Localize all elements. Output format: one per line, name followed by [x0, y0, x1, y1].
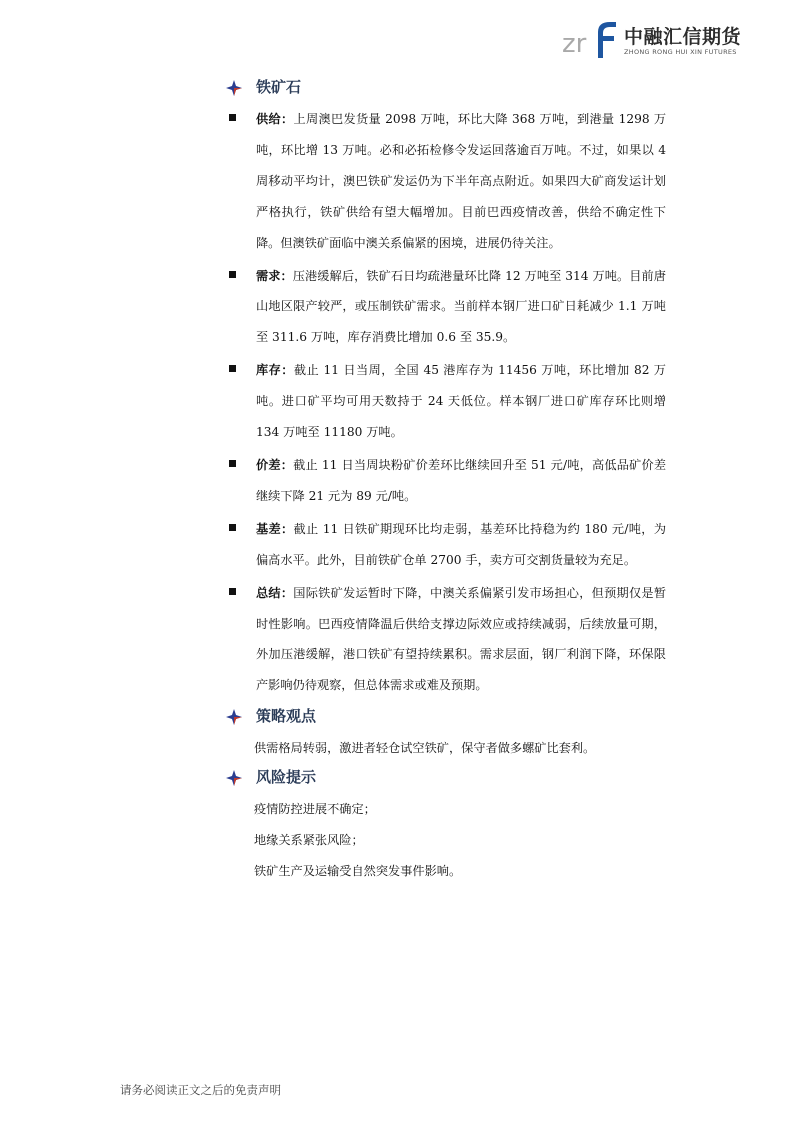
risk-line: 铁矿生产及运输受自然突发事件影响。 — [254, 864, 462, 879]
section-marker-icon — [226, 709, 242, 725]
item-text: 上周澳巴发货量 2098 万吨，环比大降 368 万吨，到港量 1298 万吨，环比增 13 万吨。必和必拓检修令发运回落逾百万吨。不过，如果以 4 周移动平均计，澳巴铁矿发运仍为下半年高点附近。如果四大矿商发运计划严格执行，铁矿供给有望大幅增加。目前巴西疫情改善，供给不确定性下降。但澳铁矿面临中澳关系偏紧的困境，进展仍待关注。 — [256, 112, 667, 250]
bullet-square-icon — [229, 365, 236, 372]
item-label: 总结： — [256, 585, 294, 600]
inventory-item — [226, 355, 666, 448]
spread-item — [226, 450, 666, 512]
section-title: 铁矿石 — [256, 78, 302, 96]
item-text: 国际铁矿发运暂时下降，中澳关系偏紧引发市场担心，但预期仅是暂时性影响。巴西疫情降温后供给支撑边际效应或持续减弱，后续放量可期，外加压港缓解，港口铁矿有望持续累积。需求层面，钢厂利润下降，环保限产影响仍待观察，但总体需求或难及预期。 — [256, 585, 667, 693]
bullet-square-icon — [229, 460, 236, 467]
bullet-square-icon — [229, 588, 236, 595]
section-heading-risk — [226, 764, 666, 792]
section-heading-iron-ore — [226, 74, 666, 102]
footer-disclaimer: 请务必阅读正文之后的免责声明 — [120, 1083, 281, 1097]
section-marker-icon — [226, 80, 242, 96]
logo-english-name: ZHONG RONG HUI XIN FUTURES — [624, 48, 737, 56]
basis-item — [226, 514, 666, 576]
zrf-logo-icon — [562, 18, 622, 62]
item-label: 供给： — [256, 112, 294, 126]
logo-chinese-name: 中融汇信期货 — [624, 26, 742, 48]
item-text: 截止 11 日铁矿期现环比均走弱，基差环比持稳为约 180 元/吨，为偏高水平。此外，目前铁矿仓单 2700 手，卖方可交割货量较为充足。 — [256, 521, 667, 567]
bullet-square-icon — [229, 524, 236, 531]
item-label: 价差： — [256, 457, 294, 472]
bullet-square-icon — [229, 271, 236, 278]
report-content — [226, 74, 666, 887]
section-marker-icon — [226, 770, 242, 786]
item-label: 基差： — [256, 521, 294, 536]
demand-item — [226, 261, 666, 354]
company-logo — [562, 18, 752, 62]
item-label: 需求： — [256, 268, 293, 283]
strategy-line: 供需格局转弱，激进者轻仓试空铁矿，保守者做多螺矿比套利。 — [254, 741, 596, 756]
supply-item — [226, 104, 666, 259]
risk-line: 疫情防控进展不确定； — [254, 802, 376, 817]
item-text: 截止 11 日当周块粉矿价差环比继续回升至 51 元/吨，高低品矿价差继续下降 21 元为 89 元/吨。 — [256, 457, 667, 503]
risk-line: 地缘关系紧张风险； — [254, 833, 364, 848]
section-heading-strategy — [226, 703, 666, 731]
item-text: 截止 11 日当周，全国 45 港库存为 11456 万吨，环比增加 82 万吨。进口矿平均可用天数持于 24 天低位。样本钢厂进口矿库存环比则增 134 万吨至 11180 万吨。 — [256, 363, 666, 440]
item-label: 库存： — [256, 363, 294, 378]
section-title: 策略观点 — [256, 707, 317, 726]
bullet-square-icon — [229, 114, 236, 121]
item-text: 压港缓解后，铁矿石日均疏港量环比降 12 万吨至 314 万吨。目前唐山地区限产较严，或压制铁矿需求。当前样本钢厂进口矿日耗减少 1.1 万吨至 311.6 万吨，库存消费比增加 0.6 至 35.9。 — [256, 268, 666, 345]
summary-item — [226, 578, 666, 702]
section-title: 风险提示 — [256, 768, 317, 787]
svg-text:zr: zr — [562, 29, 587, 59]
